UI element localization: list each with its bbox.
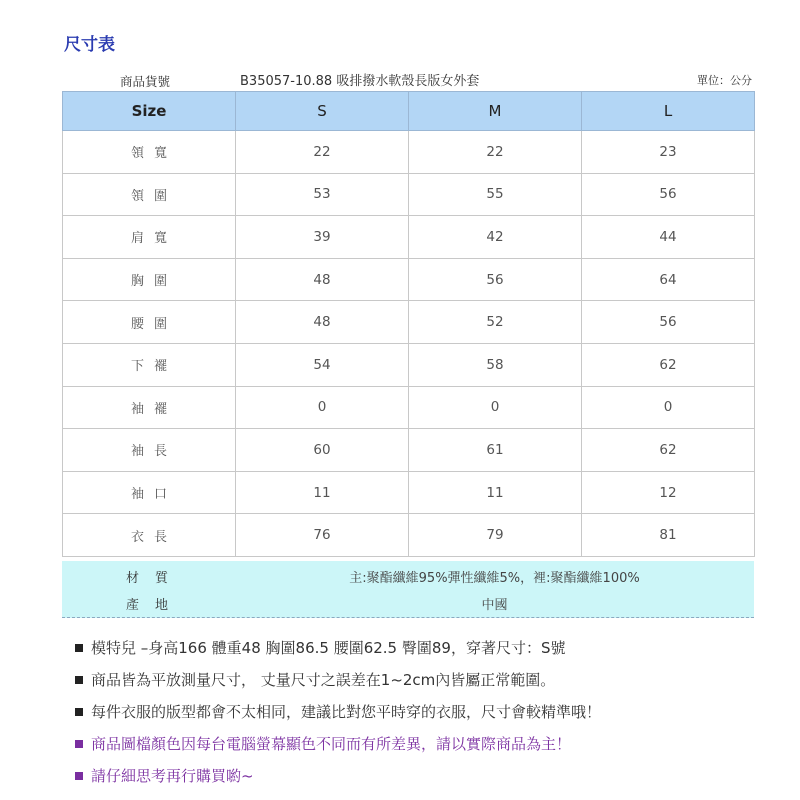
row-label: 領圍 bbox=[63, 173, 236, 216]
row-label: 衣長 bbox=[63, 514, 236, 557]
cell-s: 76 bbox=[236, 514, 409, 557]
size-header-row bbox=[63, 92, 755, 131]
cell-m: 58 bbox=[409, 343, 582, 386]
cell-l: 56 bbox=[582, 173, 755, 216]
cell-l: 12 bbox=[582, 471, 755, 514]
cell-m: 22 bbox=[409, 131, 582, 174]
cell-m: 55 bbox=[409, 173, 582, 216]
table-row bbox=[63, 301, 755, 344]
list-item bbox=[73, 702, 773, 734]
row-label: 肩寬 bbox=[63, 216, 236, 259]
row-label: 袖長 bbox=[63, 429, 236, 472]
table-row bbox=[63, 429, 755, 472]
cell-m: 42 bbox=[409, 216, 582, 259]
size-s-header: S bbox=[236, 92, 409, 131]
list-item bbox=[73, 638, 773, 670]
row-label: 下襬 bbox=[63, 343, 236, 386]
note-text: 商品皆為平放測量尺寸， 丈量尺寸之誤差在1~2cm內皆屬正常範圍。 bbox=[91, 671, 556, 689]
row-label: 領寬 bbox=[63, 131, 236, 174]
size-table bbox=[62, 91, 755, 557]
table-row bbox=[63, 343, 755, 386]
cell-s: 54 bbox=[236, 343, 409, 386]
square-bullet-icon bbox=[75, 740, 83, 748]
list-item bbox=[73, 670, 773, 702]
cell-s: 53 bbox=[236, 173, 409, 216]
square-bullet-icon bbox=[75, 676, 83, 684]
cell-l: 64 bbox=[582, 258, 755, 301]
cell-m: 56 bbox=[409, 258, 582, 301]
product-name: B35057-10.88 吸排撥水軟殼長版女外套 bbox=[240, 74, 480, 89]
row-label: 腰圍 bbox=[63, 301, 236, 344]
cell-s: 22 bbox=[236, 131, 409, 174]
square-bullet-icon bbox=[75, 772, 83, 780]
origin-label: 產地 bbox=[126, 598, 185, 613]
product-line bbox=[62, 70, 754, 90]
table-row bbox=[63, 216, 755, 259]
row-label: 袖口 bbox=[63, 471, 236, 514]
note-text: 商品圖檔顏色因每台電腦螢幕顯色不同而有所差異，請以實際商品為主！ bbox=[91, 735, 572, 753]
cell-s: 60 bbox=[236, 429, 409, 472]
row-label: 袖襬 bbox=[63, 386, 236, 429]
row-label: 胸圍 bbox=[63, 258, 236, 301]
square-bullet-icon bbox=[75, 708, 83, 716]
material-label: 材質 bbox=[126, 571, 185, 586]
cell-m: 79 bbox=[409, 514, 582, 557]
cell-m: 52 bbox=[409, 301, 582, 344]
note-text: 模特兒 –身高166 體重48 胸圍86.5 腰圍62.5 臀圍89，穿著尺寸：S號 bbox=[91, 639, 566, 657]
material-origin-box bbox=[62, 561, 754, 618]
material-value: 主:聚酯纖維95%彈性纖維5%，裡:聚酯纖維100% bbox=[349, 571, 640, 586]
cell-s: 0 bbox=[236, 386, 409, 429]
cell-l: 81 bbox=[582, 514, 755, 557]
cell-l: 23 bbox=[582, 131, 755, 174]
table-row bbox=[63, 386, 755, 429]
notes-list bbox=[73, 638, 773, 798]
unit-label: 單位：公分 bbox=[697, 74, 752, 87]
cell-l: 56 bbox=[582, 301, 755, 344]
table-row bbox=[63, 131, 755, 174]
table-row bbox=[63, 514, 755, 557]
note-text: 每件衣服的版型都會不太相同，建議比對您平時穿的衣服，尺寸會較精準哦！ bbox=[91, 703, 602, 721]
note-text: 請仔細思考再行購買喲~ bbox=[91, 767, 254, 785]
origin-value: 中國 bbox=[481, 598, 508, 613]
cell-s: 48 bbox=[236, 258, 409, 301]
cell-s: 11 bbox=[236, 471, 409, 514]
size-l-header: L bbox=[582, 92, 755, 131]
cell-m: 61 bbox=[409, 429, 582, 472]
page-title: 尺寸表 bbox=[64, 35, 115, 55]
cell-m: 11 bbox=[409, 471, 582, 514]
cell-s: 48 bbox=[236, 301, 409, 344]
square-bullet-icon bbox=[75, 644, 83, 652]
cell-m: 0 bbox=[409, 386, 582, 429]
list-item bbox=[73, 766, 773, 798]
size-m-header: M bbox=[409, 92, 582, 131]
cell-l: 62 bbox=[582, 343, 755, 386]
table-row bbox=[63, 258, 755, 301]
cell-s: 39 bbox=[236, 216, 409, 259]
list-item bbox=[73, 734, 773, 766]
size-header: Size bbox=[63, 92, 236, 131]
table-row bbox=[63, 173, 755, 216]
cell-l: 0 bbox=[582, 386, 755, 429]
cell-l: 44 bbox=[582, 216, 755, 259]
table-row bbox=[63, 471, 755, 514]
cell-l: 62 bbox=[582, 429, 755, 472]
product-code-label: 商品貨號 bbox=[120, 74, 171, 89]
